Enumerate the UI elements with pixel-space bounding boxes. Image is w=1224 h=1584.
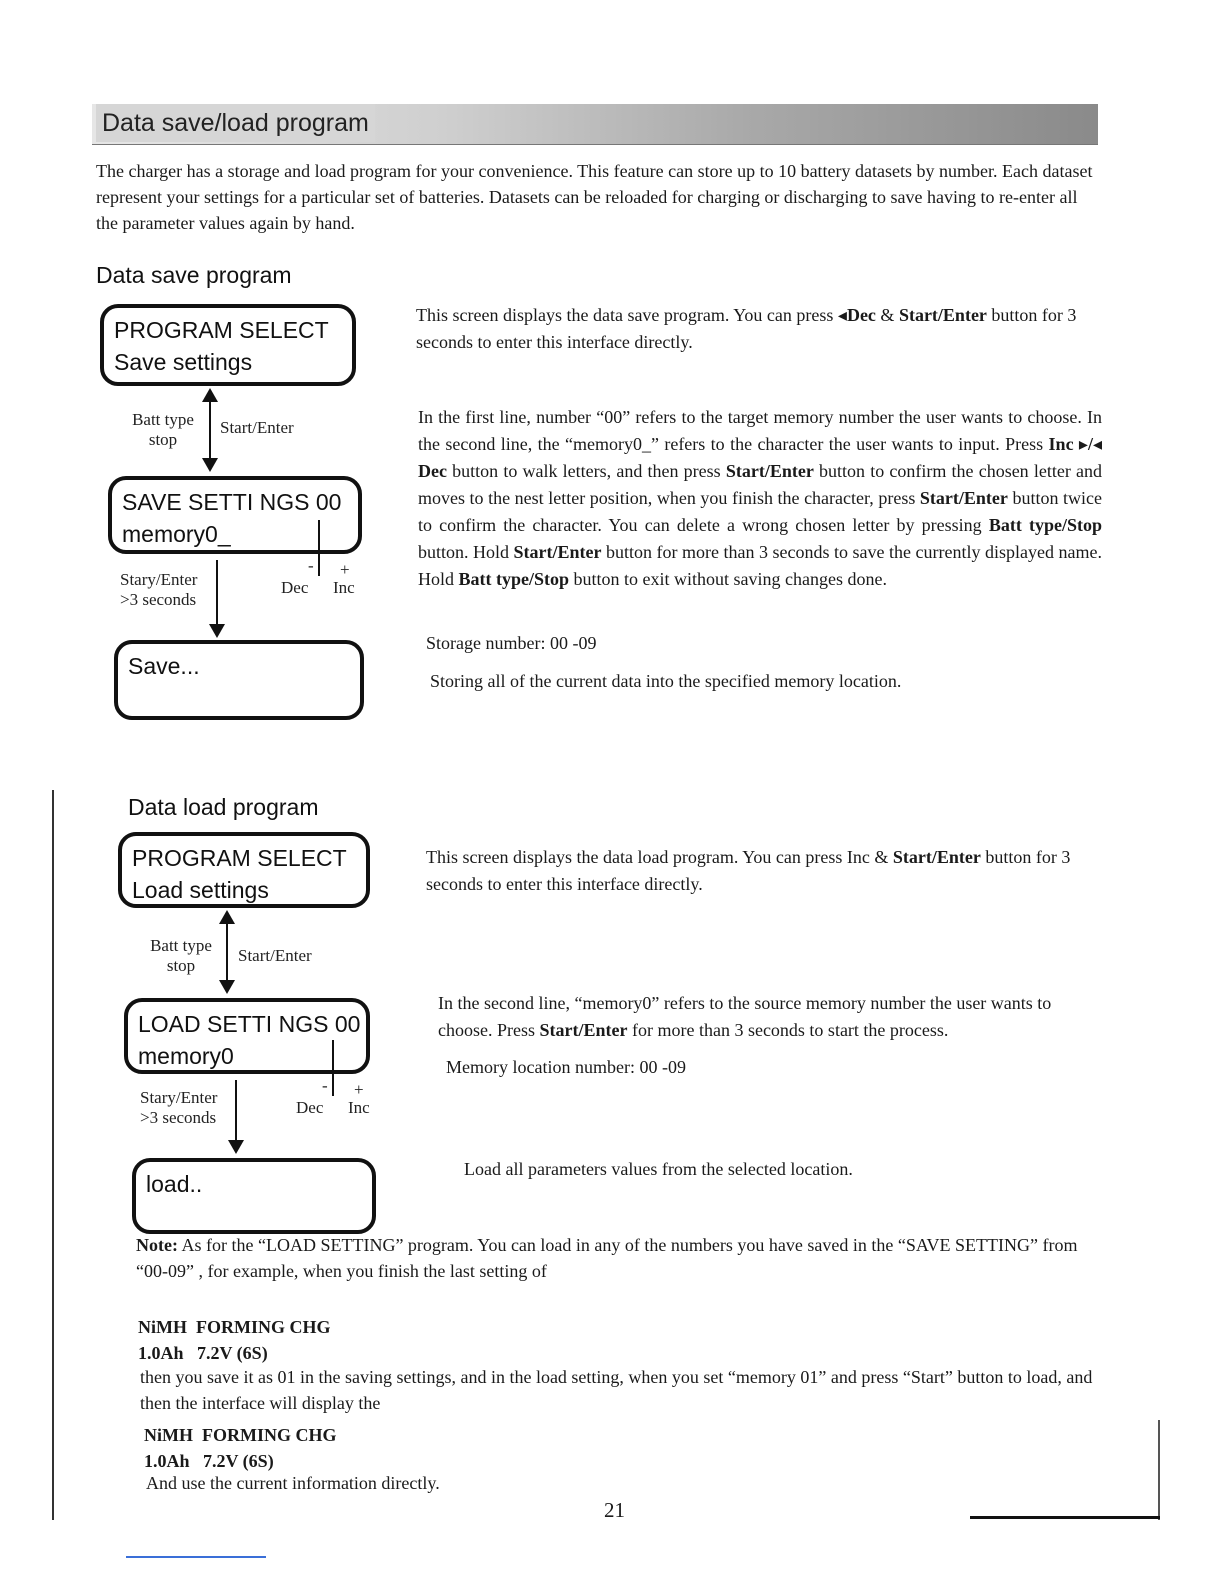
batt-type-label: Batt type stop <box>132 410 194 449</box>
memory-location: Memory location number: 00 -09 <box>446 1057 686 1077</box>
connector-line <box>216 560 218 626</box>
scan-blue-line <box>126 1556 266 1558</box>
connector-line <box>235 1080 237 1142</box>
save-lcd-saving <box>114 640 364 720</box>
arrow-down-icon <box>228 1140 244 1154</box>
dec-label: Dec <box>296 1098 324 1117</box>
load-para-1: This screen displays the data load program. You can press Inc & Start/Enter button for 3 seconds to enter this interface directly. <box>426 847 1071 894</box>
lcd-line-1: Save... <box>128 653 200 679</box>
lcd-line-1: load.. <box>146 1171 203 1197</box>
load-heading: Data load program <box>128 794 319 820</box>
inc-dec-divider <box>318 520 320 576</box>
start-enter-label: Start/Enter <box>220 418 294 437</box>
arrow-down-icon <box>209 624 225 638</box>
stary-enter-label: Stary/Enter >3 seconds <box>140 1088 218 1127</box>
inc-dec-divider <box>332 1040 334 1096</box>
inc-label: Inc <box>348 1098 370 1117</box>
save-lcd-program-select <box>100 304 356 386</box>
lcd-line-1: LOAD SETTI NGS 00 <box>138 1011 361 1037</box>
plus-sign: + <box>340 560 350 579</box>
start-enter-label: Start/Enter <box>238 946 312 965</box>
lcd-line-2: memory0 <box>138 1043 234 1069</box>
save-para-1: This screen displays the data save program. You can press ◂Dec & Start/Enter button for 3 seconds to enter this interface directly. <box>416 305 1077 352</box>
note-example-1: NiMH FORMING CHG 1.0Ah 7.2V (6S) <box>138 1317 331 1363</box>
footer-rule <box>970 1516 1160 1519</box>
storage-number: Storage number: 00 -09 <box>426 633 597 653</box>
intro-paragraph: The charger has a storage and load program for your convenience. This feature can store up to 10 battery datasets by number. Each dataset represent your settings for a particular set of batteries. Datasets can be reloaded for charging or discharging to save having to re-enter all the parameter values again by hand. <box>96 161 1093 233</box>
dec-label: Dec <box>281 578 309 597</box>
lcd-line-2: memory0_ <box>122 521 231 547</box>
load-lcd-loading <box>132 1158 376 1234</box>
load-para-2: In the second line, “memory0” refers to the source memory number the user wants to choose. Press Start/Enter for more than 3 seconds to start the process. <box>438 993 1052 1040</box>
storing-text: Storing all of the current data into the specified memory location. <box>430 671 902 691</box>
note-paragraph-2: then you save it as 01 in the saving settings, and in the load setting, when you set “memory 01” and press “Start” button to load, and then the interface will display the <box>140 1367 1093 1413</box>
note-example-2: NiMH FORMING CHG 1.0Ah 7.2V (6S) <box>144 1425 337 1471</box>
connector-line <box>226 922 228 982</box>
save-heading: Data save program <box>96 262 292 288</box>
plus-sign: + <box>354 1080 364 1099</box>
lcd-line-1: PROGRAM SELECT <box>114 317 329 343</box>
stary-enter-label: Stary/Enter >3 seconds <box>120 570 198 609</box>
arrow-down-icon <box>219 980 235 994</box>
lcd-line-1: PROGRAM SELECT <box>132 845 347 871</box>
connector-line <box>209 400 211 460</box>
lcd-line-2: Save settings <box>114 349 253 375</box>
minus-sign: - <box>308 556 314 575</box>
section-title: Data save/load program <box>96 104 375 142</box>
page-number: 21 <box>604 1498 625 1522</box>
lcd-line-1: SAVE SETTI NGS 00 <box>122 489 342 515</box>
lcd-line-2: Load settings <box>132 877 269 903</box>
arrow-down-icon <box>202 458 218 472</box>
note-paragraph-1: Note: As for the “LOAD SETTING” program. You can load in any of the numbers you have saved in the “SAVE SETTING” from “00-09” , for example, when you finish the last setting of <box>136 1235 1078 1281</box>
load-all-text: Load all parameters values from the selected location. <box>464 1159 853 1179</box>
note-paragraph-3: And use the current information directly. <box>146 1473 440 1493</box>
minus-sign: - <box>322 1076 328 1095</box>
inc-label: Inc <box>333 578 355 597</box>
save-para-2: In the first line, number “00” refers to the target memory number the user wants to choose. In the second line, the “memory0_” refers to the character the user wants to input. Press Inc ▸/◂ Dec button to walk letters, and then press Start/Enter button to confirm the chosen letter and moves to the nest letter position, when you finish the character, press Start/Enter button twice to confirm the character. You can delete a wrong chosen letter by pressing Batt type/Stop button. Hold Start/Enter button for more than 3 seconds to save the currently displayed name. Hold Batt type/Stop button to exit without saving changes done. <box>418 407 1103 589</box>
save-lcd-settings <box>108 476 362 554</box>
load-lcd-program-select <box>118 832 370 908</box>
scan-margin-line <box>52 790 54 1520</box>
batt-type-label: Batt type stop <box>150 936 212 975</box>
scan-right-edge <box>1158 1420 1160 1520</box>
